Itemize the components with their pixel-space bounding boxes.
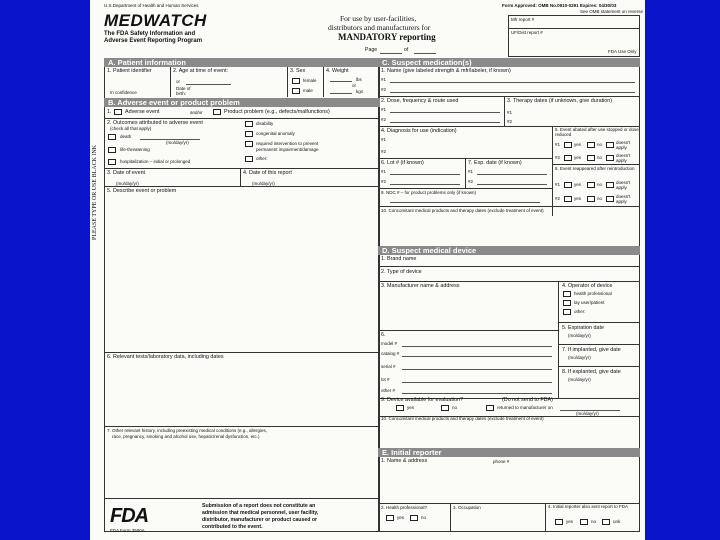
dob-label: Date of birth: bbox=[176, 86, 191, 96]
med-name-2-field[interactable] bbox=[390, 92, 635, 93]
patient-identifier-label: 1. Patient identifier bbox=[107, 68, 152, 74]
abated-1-no[interactable] bbox=[587, 142, 595, 148]
abated-1-yes[interactable] bbox=[564, 142, 572, 148]
disclaimer-2: admission that medical personnel, user facility, bbox=[202, 510, 319, 516]
male-checkbox[interactable] bbox=[292, 88, 300, 94]
expiration-label: 5. Expiration date bbox=[562, 325, 604, 331]
describe-event-area[interactable] bbox=[104, 186, 380, 352]
product-problem-label: Product problem (e.g., defects/malfunctions) bbox=[224, 109, 330, 115]
also-sent-no[interactable] bbox=[580, 519, 588, 525]
do-not-send-label: (Do not send to FDA) bbox=[502, 397, 553, 403]
page-total-line[interactable] bbox=[414, 53, 436, 54]
abated-2-na[interactable] bbox=[606, 155, 614, 161]
implanted-label: 7. If implanted, give date bbox=[562, 347, 621, 353]
lbs-label: lbs bbox=[356, 77, 362, 82]
death-checkbox[interactable] bbox=[108, 134, 116, 140]
ndc-field[interactable] bbox=[390, 202, 540, 203]
section-c-header: C. Suspect medication(s) bbox=[378, 58, 640, 67]
reappeared-1-no[interactable] bbox=[587, 182, 595, 188]
reappeared-1-na[interactable] bbox=[606, 182, 614, 188]
other-num-label: other # bbox=[381, 388, 396, 393]
form-subtitle-2: Adverse Event Reporting Program bbox=[104, 38, 203, 44]
catalog-field[interactable] bbox=[402, 356, 552, 357]
form-title: MEDWATCH bbox=[104, 11, 207, 30]
use-line-1: For use by user-facilities, bbox=[340, 14, 417, 23]
health-prof-label: 2. Health professional? bbox=[381, 505, 428, 510]
adverse-event-label: Adverse event bbox=[125, 109, 160, 115]
disclaimer-1: Submission of a report does not constitute an bbox=[202, 503, 316, 509]
ndc-label: 9. NDC # – for product problems only (if known) bbox=[381, 190, 477, 195]
section-a-header: A. Patient information bbox=[104, 58, 380, 67]
of-label: of bbox=[404, 47, 409, 53]
in-confidence-label: In confidence bbox=[110, 90, 137, 95]
serial-label: serial # bbox=[381, 364, 396, 369]
device-available-yes[interactable] bbox=[396, 405, 404, 411]
congenital-checkbox[interactable] bbox=[245, 131, 253, 137]
adverse-event-checkbox[interactable] bbox=[114, 109, 122, 115]
reappeared-label: 8. Event reappeared after reintroduction bbox=[555, 166, 635, 171]
section-b-header: B. Adverse event or product problem bbox=[104, 98, 380, 107]
reappeared-2-na[interactable] bbox=[606, 196, 614, 202]
section-e-header: E. Initial reporter bbox=[378, 448, 640, 457]
device-available-label: 9. Device available for evaluation? bbox=[381, 397, 464, 403]
lot-num-label: lot # bbox=[381, 377, 390, 382]
side-note: PLEASE TYPE OR USE BLACK INK bbox=[92, 144, 98, 240]
fda-logo: FDA bbox=[110, 505, 149, 527]
dose-label: 2. Dose, frequency & route used bbox=[381, 98, 459, 104]
check-all-label: (check all that apply) bbox=[110, 126, 152, 131]
device-available-no[interactable] bbox=[441, 405, 449, 411]
date-of-report-label: 4. Date of this report bbox=[243, 170, 292, 176]
diagnosis-label: 4. Diagnosis for use (indication) bbox=[381, 128, 457, 134]
concomitant-label: 10. Concomitant medical products and therapy dates (exclude treatment of event) bbox=[381, 208, 544, 213]
reappeared-2-no[interactable] bbox=[587, 196, 595, 202]
device-concomitant-label: 10. Concomitant medical products and therapy dates (exclude treatment of event) bbox=[381, 416, 544, 421]
intervention-label-2: permanent impairment/damage bbox=[256, 147, 319, 152]
medwatch-form: U.S.Department of Health and Human Services MEDWATCH The FDA Safety Information and Adverse Event Reporting Program For use by user-facilities, distributors and manufacturers for MANDATORY reporting Page of Form Approved: OMB No.0910-0291 Expires: 04/30/03 See OMB statement on reverse Mfr report # UF/Dist report # FDA Use Only A. Patient information 1. Patient identifier 2. Age at time of event: or Date of birth: In confidence 3. Sex female male 4. Weight lbs or kgs B. Adverse event or product problem 1. Adverse event and/or Product problem (e.g., defects/malfunctions) 2. Outcomes attributed to adverse event (check all that apply) death (mo/day/yr) life-threatening hospitalization – initial or prolonged disability congenital anomaly required intervention to prevent permanent impairment/damage other: 3. Date of event (mo/day/yr) 4. Date of this report (mo/day/yr) 5. Describe event or problem 6. Relevant tests/laboratory data, including dates 7. Other relevant history, including preexisting medical conditions (e.g., allergies, race, pregnancy, smoking and alcohol use, hepatic/renal dysfunction, etc.) FDA FDA Form 3500A Submission of a report does not constitute an admission that medical personnel, user facility, distributor, manufacturer or product caused or contributed to the event. C. Suspect medication(s) 1. Name (give labeled strength & mfr/labeler, if known) #1 #2 2. Dose, frequency & route used #1 #2 3. Therapy dates (if unknown, give duration) #1 #2 4. Diagnosis for use (indication) #1 #2 5. Event abated after use stopped or dose reduced #1 yes no doesn't apply #2 yes no doesn't apply 6. Lot # (if known) #1 #2 7. Exp. date (if known) #1 #2 8. Event reappeared after reintroduction #1 yes no doesn't apply #2 yes no doesn't apply 9. NDC # – for product problems only (if known) 10. Concomitant medical products and therapy dates (exclude treatment of event) D. Suspect medical device 1. Brand name 2. Type of device 3. Manufacturer name & address 4. Operator of device health professional lay user/patient other: 5. Expiration date (mo/day/yr) 6. model # 7. If implanted, give date (mo/day/yr) catalog # serial # 8. If explanted, give date (mo/day/yr) lot # other # 9. Device available for evaluation? (Do not send to FDA) yes no returned to manufacturer on (mo/day/yr) 10. Concomitant medical products and therapy dates (exclude treatment of event) E. Initial reporter 1. Name & address phone # 2. Health professional? yes no 3. Occupation 4. Initial reporter also sent report to FDA yes no unk PLEASE TYPE OR USE BLACK INK bbox=[90, 0, 645, 540]
use-line-2: distributors and manufacturers for bbox=[328, 23, 431, 32]
age-label: 2. Age at time of event: bbox=[173, 68, 229, 74]
page-number-line[interactable] bbox=[380, 53, 402, 54]
other-history-label-1: 7. Other relevant history, including preexisting medical conditions (e.g., allergies, bbox=[107, 428, 267, 433]
lot-label: 6. Lot # (if known) bbox=[381, 160, 424, 166]
also-sent-unk[interactable] bbox=[602, 519, 610, 525]
date-of-event-label: 3. Date of event bbox=[107, 170, 146, 176]
device-type-label: 2. Type of device bbox=[381, 269, 422, 275]
other-outcome-label: other: bbox=[256, 156, 268, 161]
intervention-label-1: required intervention to prevent bbox=[256, 141, 319, 146]
also-sent-yes[interactable] bbox=[555, 519, 563, 525]
life-threatening-checkbox[interactable] bbox=[108, 147, 116, 153]
event-abated-label: 5. Event abated after use stopped or dose reduced bbox=[555, 127, 639, 137]
female-label: female bbox=[303, 78, 317, 83]
death-label: death bbox=[120, 134, 132, 139]
other-outcome-checkbox[interactable] bbox=[245, 156, 253, 162]
reporter-name-area[interactable] bbox=[378, 457, 640, 503]
disability-label: disability bbox=[256, 121, 274, 126]
catalog-label: catalog # bbox=[381, 351, 400, 356]
uf-report-label: UF/Dist report # bbox=[511, 30, 543, 35]
disclaimer-3: distributor, manufacturer or product caused or bbox=[202, 517, 318, 523]
omb-statement: See OMB statement on reverse bbox=[580, 9, 644, 14]
med-name-label: 1. Name (give labeled strength & mfr/labeler, if known) bbox=[381, 68, 511, 74]
male-label: male bbox=[303, 88, 313, 93]
also-sent-label: 4. Initial reporter also sent report to FDA bbox=[548, 504, 629, 509]
health-prof-yes[interactable] bbox=[386, 515, 394, 521]
exp-date-label: 7. Exp. date (if known) bbox=[468, 160, 522, 166]
kgs-label: kgs bbox=[356, 89, 364, 94]
operator-label: 4. Operator of device bbox=[562, 283, 613, 289]
form-subtitle-1: The FDA Safety Information and bbox=[104, 31, 196, 37]
outcomes-label: 2. Outcomes attributed to adverse event bbox=[107, 120, 203, 126]
fda-use-label: FDA Use Only bbox=[608, 49, 637, 54]
describe-event-label: 5. Describe event or problem bbox=[107, 188, 177, 194]
concomitant-area[interactable] bbox=[378, 206, 640, 246]
weight-or: or bbox=[352, 83, 357, 88]
brand-name-label: 1. Brand name bbox=[381, 256, 417, 262]
abated-2-yes[interactable] bbox=[564, 155, 572, 161]
model-label: model # bbox=[381, 341, 398, 346]
disability-checkbox[interactable] bbox=[245, 121, 253, 127]
model-field[interactable] bbox=[402, 346, 552, 347]
andor-label: and/or bbox=[190, 110, 203, 115]
operator-health-prof-checkbox[interactable] bbox=[563, 291, 571, 297]
weight-label: 4. Weight bbox=[326, 68, 349, 74]
serial-field[interactable] bbox=[402, 369, 552, 370]
sex-label: 3. Sex bbox=[290, 68, 306, 74]
mfr-report-label: Mfr report # bbox=[511, 17, 535, 22]
explanted-label: 8. If explanted, give date bbox=[562, 369, 621, 375]
relevant-tests-label: 6. Relevant tests/laboratory data, including dates bbox=[107, 354, 224, 360]
other-history-area[interactable] bbox=[104, 426, 380, 498]
relevant-tests-area[interactable] bbox=[104, 352, 380, 426]
manufacturer-label: 3. Manufacturer name & address bbox=[381, 283, 460, 289]
device-returned-checkbox[interactable] bbox=[486, 405, 494, 411]
female-checkbox[interactable] bbox=[292, 78, 300, 84]
phone-label: phone # bbox=[493, 459, 510, 464]
age-or: or bbox=[176, 79, 181, 84]
congenital-label: congenital anomaly bbox=[256, 131, 295, 136]
operator-other-checkbox[interactable] bbox=[563, 309, 571, 315]
abated-2-no[interactable] bbox=[587, 155, 595, 161]
agency-name: U.S.Department of Health and Human Services bbox=[104, 3, 199, 8]
med-name-1-field[interactable] bbox=[390, 82, 635, 83]
reappeared-1-yes[interactable] bbox=[564, 182, 572, 188]
dose-2-field[interactable] bbox=[390, 122, 500, 123]
age-field[interactable] bbox=[186, 84, 231, 85]
hospitalization-label: hospitalization – initial or prolonged bbox=[120, 159, 191, 164]
abated-1-na[interactable] bbox=[606, 142, 614, 148]
life-threatening-label: life-threatening bbox=[120, 147, 150, 152]
dose-1-field[interactable] bbox=[390, 112, 500, 113]
section-d-header: D. Suspect medical device bbox=[378, 246, 640, 255]
use-line-3: MANDATORY reporting bbox=[338, 32, 436, 42]
form-number: FDA Form 3500A bbox=[110, 528, 145, 533]
lot-num-field[interactable] bbox=[402, 382, 552, 383]
intervention-checkbox[interactable] bbox=[245, 141, 253, 147]
occupation-label: 3. Occupation bbox=[453, 505, 481, 510]
omb-approval: Form Approved: OMB No.0910-0291 Expires: 04/30/03 bbox=[502, 3, 617, 8]
operator-lay-user-checkbox[interactable] bbox=[563, 300, 571, 306]
reappeared-2-yes[interactable] bbox=[564, 196, 572, 202]
other-history-label-2: race, pregnancy, smoking and alcohol use, hepatic/renal dysfunction, etc.) bbox=[112, 434, 260, 439]
device-concomitant-area[interactable] bbox=[378, 416, 640, 448]
weight-lbs-field[interactable] bbox=[330, 81, 352, 82]
disclaimer-4: contributed to the event. bbox=[202, 524, 263, 530]
hospitalization-checkbox[interactable] bbox=[108, 159, 116, 165]
health-prof-no[interactable] bbox=[410, 515, 418, 521]
reporter-name-label: 1. Name & address bbox=[381, 458, 428, 464]
therapy-dates-label: 3. Therapy dates (if unknown, give duration) bbox=[507, 98, 613, 104]
product-problem-checkbox[interactable] bbox=[213, 109, 221, 115]
other-num-field[interactable] bbox=[402, 393, 552, 394]
weight-kgs-field[interactable] bbox=[330, 93, 352, 94]
page-label: Page bbox=[365, 47, 378, 53]
